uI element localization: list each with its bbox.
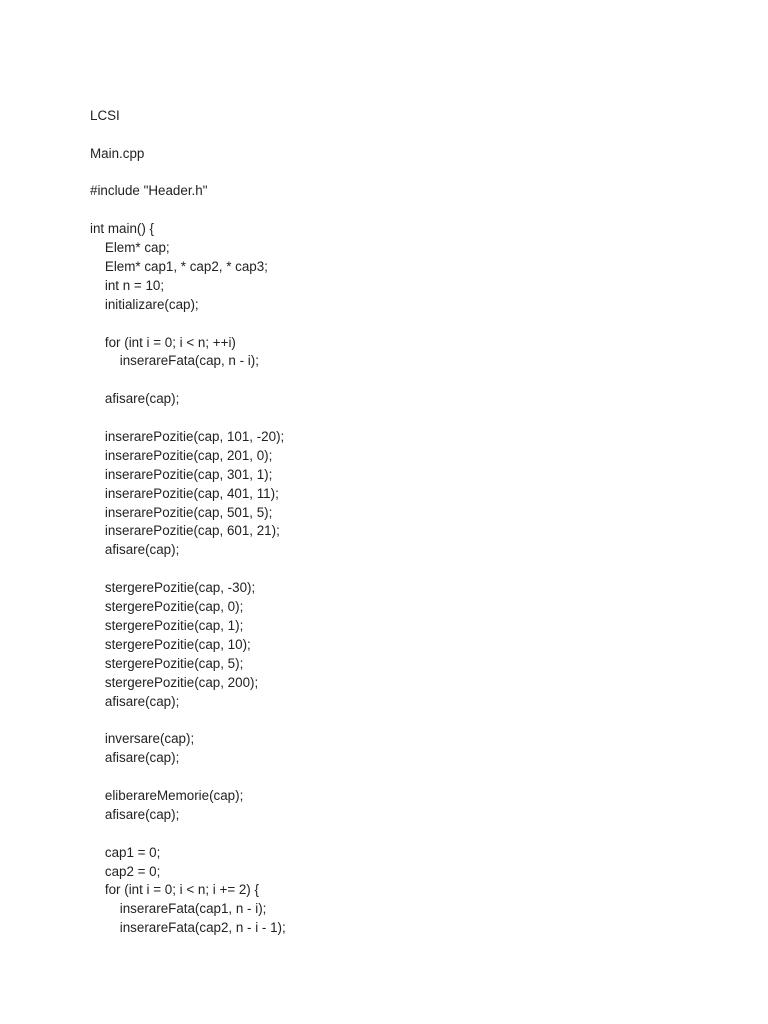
blank-line xyxy=(90,126,730,145)
code-line: afisare(cap); xyxy=(90,693,180,709)
code-line: stergerePozitie(cap, 5); xyxy=(90,655,244,671)
code-line: stergerePozitie(cap, 200); xyxy=(90,674,259,690)
document-heading: LCSI xyxy=(90,107,120,123)
code-line: Elem* cap1, * cap2, * cap3; xyxy=(90,259,268,275)
blank-line xyxy=(90,825,730,844)
code-line: stergerePozitie(cap, 0); xyxy=(90,599,244,615)
blank-line xyxy=(90,164,730,183)
code-line: for (int i = 0; i < n; ++i) xyxy=(90,334,236,350)
blank-line xyxy=(90,315,730,334)
code-line: afisare(cap); xyxy=(90,806,180,822)
code-line: int main() { xyxy=(90,221,154,237)
code-line: Elem* cap; xyxy=(90,240,170,256)
document-page xyxy=(90,88,730,938)
code-line: int n = 10; xyxy=(90,277,165,293)
code-line: inserarePozitie(cap, 401, 11); xyxy=(90,485,279,501)
code-line: stergerePozitie(cap, 10); xyxy=(90,636,251,652)
blank-line xyxy=(90,88,730,107)
code-line: inserarePozitie(cap, 501, 5); xyxy=(90,504,273,520)
blank-line xyxy=(90,560,730,579)
blank-line xyxy=(90,711,730,730)
code-line: afisare(cap); xyxy=(90,542,180,558)
code-line: inserareFata(cap2, n - i - 1); xyxy=(90,920,286,936)
code-line: stergerePozitie(cap, 1); xyxy=(90,617,244,633)
code-line: inserarePozitie(cap, 601, 21); xyxy=(90,523,280,539)
file-name: Main.cpp xyxy=(90,145,145,161)
blank-line xyxy=(90,371,730,390)
blank-line xyxy=(90,409,730,428)
code-line: inversare(cap); xyxy=(90,731,195,747)
code-line: for (int i = 0; i < n; i += 2) { xyxy=(90,882,259,898)
code-line: inserarePozitie(cap, 201, 0); xyxy=(90,447,273,463)
code-line: afisare(cap); xyxy=(90,391,180,407)
code-line: inserareFata(cap, n - i); xyxy=(90,353,259,369)
blank-line xyxy=(90,768,730,787)
code-line: stergerePozitie(cap, -30); xyxy=(90,580,256,596)
code-line: inserarePozitie(cap, 301, 1); xyxy=(90,466,273,482)
code-line: initializare(cap); xyxy=(90,296,199,312)
code-line: #include "Header.h" xyxy=(90,183,208,199)
code-line: inserareFata(cap1, n - i); xyxy=(90,901,267,917)
code-line: cap2 = 0; xyxy=(90,863,161,879)
code-line: inserarePozitie(cap, 101, -20); xyxy=(90,429,285,445)
blank-line xyxy=(90,201,730,220)
code-line: afisare(cap); xyxy=(90,750,180,766)
code-line: cap1 = 0; xyxy=(90,844,161,860)
code-line: eliberareMemorie(cap); xyxy=(90,787,244,803)
